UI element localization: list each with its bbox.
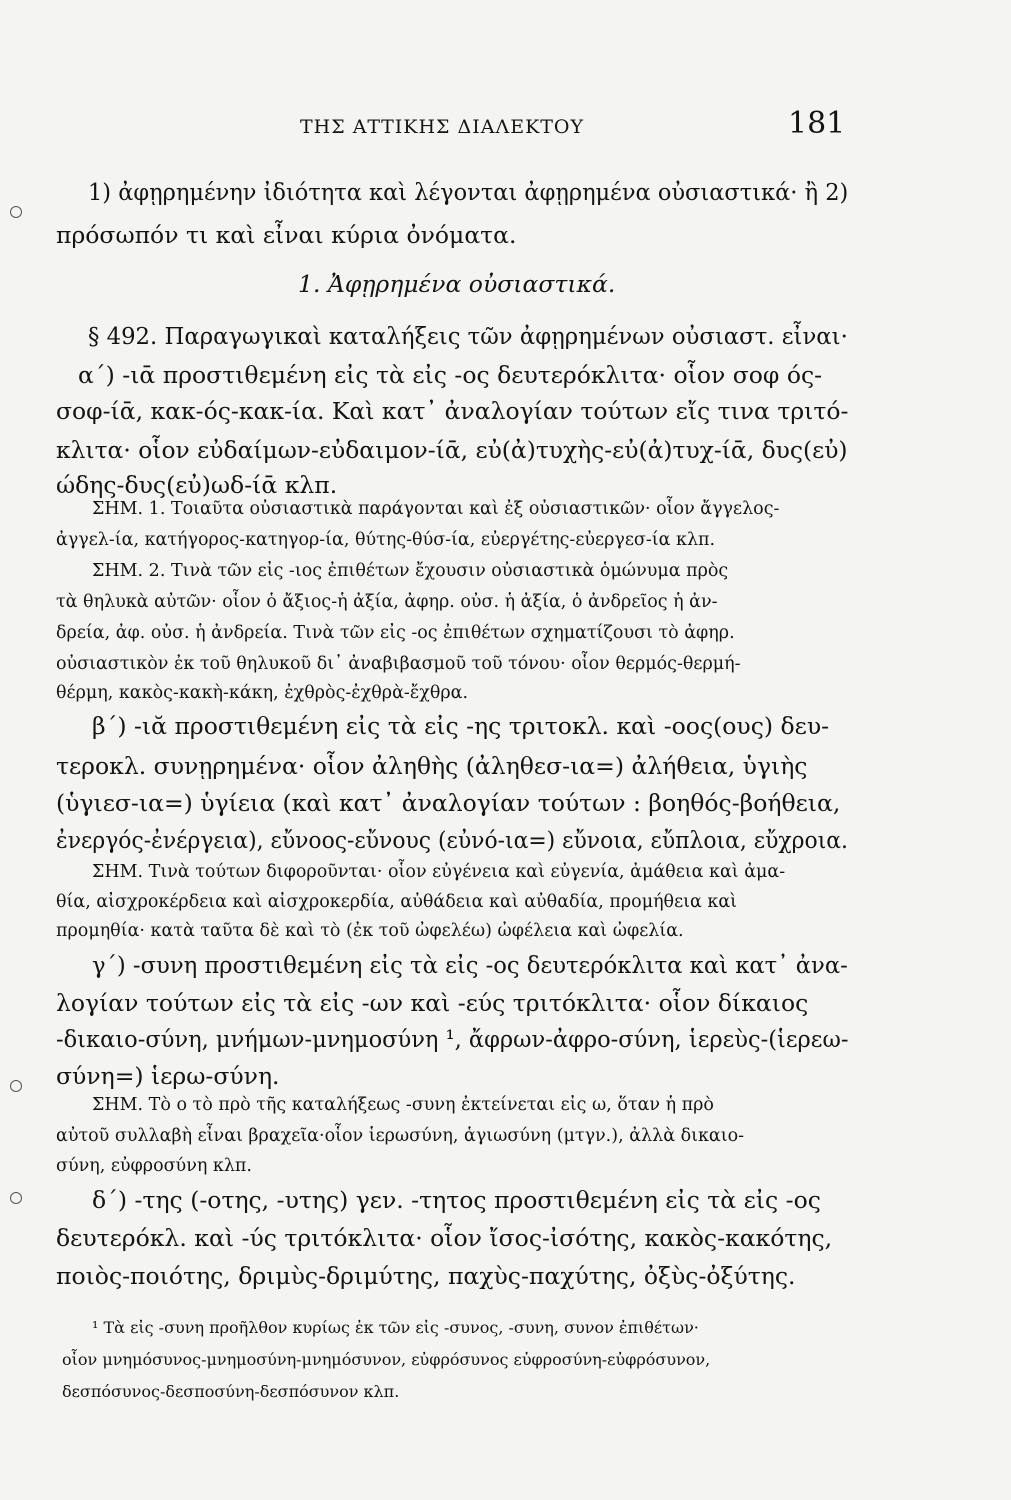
body-line: ώδης-δυς(εὐ)ωδ-ίᾱ κλπ. <box>56 471 338 499</box>
paragraph-492-heading: § 492. Παραγωγικαὶ καταλήξεις τῶν ἀφῃρημένων οὐσιαστ. εἶναι· <box>88 322 848 350</box>
footnote-line: ¹ Τὰ εἰς -συνη προῆλθον κυρίως ἐκ τῶν εἰς -συνος, -συνη, συνον ἐπιθέτων· <box>92 1318 699 1337</box>
note-line: σύνη, εὐφροσύνη κλπ. <box>56 1156 252 1176</box>
body-line: β΄) -ιᾰ προστιθεμένη εἰς τὰ εἰς -ης τριτοκλ. καὶ -οος(ους) δευ- <box>92 712 830 740</box>
note-line: θέρμη, κακὸς-κακὴ-κάκη, ἐχθρὸς-ἐχθρὰ-ἔχθρα. <box>56 683 469 703</box>
body-line: σοφ-ίᾱ, κακ-ός-κακ-ία. Καὶ κατ᾿ ἀναλογίαν τούτων εἴς τινα τριτό- <box>56 397 849 425</box>
body-line: γ΄) -συνη προστιθεμένη εἰς τὰ εἰς -ος δευτερόκλιτα καὶ κατ᾿ ἀνα- <box>92 951 848 979</box>
note-line: θία, αἰσχροκέρδεια καὶ αἰσχροκερδία, αὐθάδεια καὶ αὐθαδία, προμήθεια καὶ <box>56 892 738 912</box>
footnote-line: δεσπόσυνος-δεσποσύνη-δεσπόσυνον κλπ. <box>62 1382 400 1401</box>
binder-hole-mark <box>10 1192 22 1204</box>
body-line: ποιὸς-ποιότης, δριμὺς-δριμύτης, παχὺς-παχύτης, ὀξὺς-ὀξύτης. <box>56 1262 796 1290</box>
note-line: προμηθία· κατὰ ταῦτα δὲ καὶ τὸ (ἐκ τοῦ ὠφελέω) ὠφέλεια καὶ ὠφελία. <box>56 921 684 941</box>
note-line: ΣΗΜ. 1. Τοιαῦτα οὐσιαστικὰ παράγονται καὶ ἐξ οὐσιαστικῶν· οἷον ἄγγελος- <box>92 499 780 519</box>
body-line: -δικαιο-σύνη, μνήμων-μνημοσύνη ¹, ἄφρων-ἀφρο-σύνη, ἱερεὺς-(ἱερεω- <box>56 1025 849 1053</box>
section-heading: 1. Ἀφῃρημένα οὐσιαστικά. <box>298 270 616 298</box>
note-line: οὐσιαστικὸν ἐκ τοῦ θηλυκοῦ δι᾿ ἀναβιβασμοῦ τοῦ τόνου· οἷον θερμός-θερμή- <box>56 654 741 674</box>
note-line: ΣΗΜ. 2. Τινὰ τῶν εἰς -ιος ἐπιθέτων ἔχουσιν οὐσιαστικὰ ὁμώνυμα πρὸς <box>92 561 729 581</box>
binder-hole-mark <box>10 206 22 218</box>
note-line: ἀγγελ-ία, κατήγορος-κατηγορ-ία, θύτης-θύσ-ία, εὐεργέτης-εὐεργεσ-ία κλπ. <box>56 530 716 550</box>
body-line: α΄) -ιᾱ προστιθεμένη εἰς τὰ εἰς -ος δευτερόκλιτα· οἷον σοφ ός- <box>78 361 823 389</box>
body-line: (ὑγιεσ-ια=) ὑγίεια (καὶ κατ᾿ ἀναλογίαν τούτων : βοηθός-βοήθεια, <box>56 789 841 817</box>
note-line: δρεία, ἀφ. οὐσ. ἡ ἀνδρεία. Τινὰ τῶν εἰς -ος ἐπιθέτων σχηματίζουσι τὸ ἀφηρ. <box>56 623 735 643</box>
footnote-line: οἷον μνημόσυνος-μνημοσύνη-μνημόσυνον, εὐφρόσυνος εὐφροσύνη-εὐφρόσυνον, <box>62 1350 711 1369</box>
body-line: ἐνεργός-ἐνέργεια), εὔνοος-εὔνους (εὐνό-ια=) εὔνοια, εὔπλοια, εὔχροια. <box>56 826 848 854</box>
note-line: ΣΗΜ. Τινὰ τούτων διφοροῦνται· οἷον εὐγένεια καὶ εὐγενία, ἀμάθεια καὶ ἀμα- <box>92 862 786 882</box>
binder-hole-mark <box>10 1080 22 1092</box>
body-line: δ΄) -της (-οτης, -υτης) γεν. -τητος προστιθεμένη εἰς τὰ εἰς -ος <box>92 1186 821 1214</box>
note-line: ΣΗΜ. Τὸ ο τὸ πρὸ τῆς καταλήξεως -συνη ἐκτείνεται εἰς ω, ὅταν ἡ πρὸ <box>92 1095 714 1115</box>
body-line: λογίαν τούτων εἰς τὰ εἰς -ων καὶ -εύς τριτόκλιτα· οἷον δίκαιος <box>56 989 809 1017</box>
body-line: δευτερόκλ. καὶ -ύς τριτόκλιτα· οἷον ἴσος-ἰσότης, κακὸς-κακότης, <box>56 1224 833 1252</box>
note-line: τὰ θηλυκὰ αὐτῶν· οἷον ὁ ἄξιος-ἡ ἀξία, ἀφηρ. οὐσ. ἡ ἀξία, ὁ ἀνδρεῖος ἡ ἀν- <box>56 592 718 612</box>
body-line: πρόσωπόν τι καὶ εἶναι κύρια ὀνόματα. <box>56 221 517 249</box>
body-line: τεροκλ. συνῃρημένα· οἷον ἀληθὴς (ἀληθεσ-ια=) ἀλήθεια, ὑγιὴς <box>56 752 808 780</box>
note-line: αὐτοῦ συλλαβὴ εἶναι βραχεῖα·οἷον ἱερωσύνη, ἁγιωσύνη (μτγν.), ἀλλὰ δικαιο- <box>56 1126 745 1146</box>
body-line: σύνη=) ἱερω-σύνη. <box>56 1062 280 1090</box>
body-line: κλιτα· οἷον εὐδαίμων-εὐδαιμον-ίᾱ, εὐ(ἀ)τυχὴς-εὐ(ἀ)τυχ-ίᾱ, δυς(εὐ) <box>56 436 848 464</box>
page-number: 181 <box>788 106 846 141</box>
running-title: ΤΗΣ ΑΤΤΙΚΗΣ ΔΙΑΛΕΚΤΟΥ <box>300 116 585 138</box>
body-line: 1) ἀφῃρημένην ἰδιότητα καὶ λέγονται ἀφῃρημένα οὐσιαστικά· ἢ 2) <box>88 178 849 206</box>
